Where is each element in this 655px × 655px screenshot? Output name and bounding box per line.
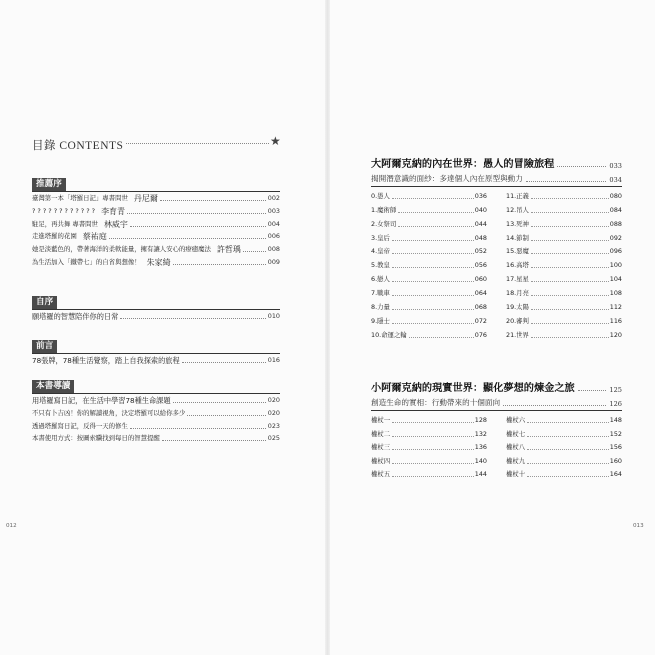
toc-entry[interactable] <box>32 312 280 321</box>
dot-leader <box>531 212 609 213</box>
dot-leader <box>527 449 609 450</box>
card-entry[interactable] <box>371 430 487 439</box>
part-subtitle-page: 126 <box>609 400 622 408</box>
card-entry[interactable] <box>371 261 487 270</box>
card-entry[interactable] <box>506 234 622 243</box>
dot-leader <box>173 402 266 403</box>
toc-entry[interactable] <box>32 422 280 431</box>
dot-leader <box>392 281 474 282</box>
dot-leader <box>392 476 474 477</box>
card-entry[interactable] <box>371 289 487 298</box>
entry-page-number: 008 <box>267 245 280 254</box>
dot-leader <box>392 267 474 268</box>
dot-leader <box>392 449 474 450</box>
card-entry[interactable] <box>371 303 487 312</box>
dot-leader <box>187 415 265 416</box>
entry-author: 李育青 <box>101 206 126 216</box>
card-name: 1.魔術師 <box>371 205 397 214</box>
toc-entry[interactable] <box>32 194 280 203</box>
part-title-page: 125 <box>609 386 622 394</box>
card-entry[interactable] <box>506 192 622 201</box>
card-page-number: 040 <box>474 205 487 214</box>
card-entry[interactable] <box>506 317 622 326</box>
card-page-number: 044 <box>474 219 487 228</box>
dot-leader <box>392 198 474 199</box>
page-number-right: 013 <box>633 523 644 529</box>
card-page-number: 052 <box>474 247 487 256</box>
dot-leader <box>409 337 474 338</box>
card-entry[interactable] <box>371 220 487 229</box>
card-page-number: 084 <box>609 205 622 214</box>
card-entry[interactable] <box>506 457 622 466</box>
card-name: 權杖二 <box>371 429 391 438</box>
card-entry[interactable] <box>506 331 622 340</box>
card-name: 4.皇帝 <box>371 247 390 256</box>
dot-leader <box>392 323 474 324</box>
toc-title: 目錄 CONTENTS <box>32 140 124 152</box>
card-entry[interactable] <box>371 331 487 340</box>
card-entry[interactable] <box>371 247 487 256</box>
card-entry[interactable] <box>506 416 622 425</box>
entry-title: ? ? ? ? ? ? ? ? ? ? ? ? <box>32 206 96 215</box>
toc-entry[interactable] <box>32 258 280 267</box>
entry-title: 透過塔羅寫日記，反得一天的修生 <box>32 421 128 430</box>
section-heading: 前言 <box>32 340 57 353</box>
card-page-number: 036 <box>474 192 487 200</box>
card-name: 14.節制 <box>506 233 529 242</box>
card-name: 5.教皇 <box>371 261 390 270</box>
part-subtitle-page: 034 <box>609 176 622 184</box>
toc-entry[interactable] <box>32 207 280 216</box>
card-name: 20.審判 <box>506 316 529 325</box>
section-rule <box>32 393 280 394</box>
page-number-left: 012 <box>6 523 17 529</box>
dot-leader <box>392 295 474 296</box>
toc-entry[interactable] <box>32 356 280 365</box>
entry-page-number: 020 <box>267 396 280 404</box>
part-rule <box>371 410 622 411</box>
entry-author: 蔡祐庭 <box>82 232 107 242</box>
dot-leader <box>531 253 609 254</box>
card-name: 17.星星 <box>506 275 529 284</box>
dot-leader <box>557 166 606 167</box>
card-name: 21.世界 <box>506 330 529 339</box>
dot-leader <box>127 213 266 214</box>
card-entry[interactable] <box>506 303 622 312</box>
entry-title: 願塔羅的智慧陪伴你的日常 <box>32 312 119 321</box>
card-entry[interactable] <box>371 317 487 326</box>
dot-leader <box>120 318 266 319</box>
part-title-text: 小阿爾克納的現實世界：顯化夢想的煉金之旅 <box>371 382 575 394</box>
card-entry[interactable] <box>506 275 622 284</box>
entry-title: 她是淡藍色的，帶著海洋的柔軟能量，擁有讓人安心的療癒魔法 <box>32 245 211 254</box>
entry-page-number: 025 <box>267 434 280 443</box>
card-name: 權杖九 <box>506 456 526 465</box>
card-entry[interactable] <box>506 220 622 229</box>
dot-leader <box>130 428 266 429</box>
part-rule <box>371 186 622 187</box>
card-name: 權杖三 <box>371 443 391 452</box>
dot-leader <box>526 181 607 182</box>
card-name: 權杖七 <box>506 429 526 438</box>
card-page-number: 096 <box>609 247 622 256</box>
card-name: 權杖八 <box>506 443 526 452</box>
entry-title: 駐足，再共舞 專書問世 <box>32 219 98 228</box>
toc-entry[interactable] <box>32 396 280 405</box>
entry-page-number: 009 <box>267 258 280 266</box>
part-title-text: 大阿爾克納的內在世界：愚人的冒險旅程 <box>371 158 555 170</box>
dot-leader <box>392 436 474 437</box>
dot-leader <box>531 337 609 338</box>
card-page-number: 048 <box>474 233 487 242</box>
card-entry[interactable] <box>506 289 622 298</box>
dot-leader <box>130 226 266 227</box>
toc-entry[interactable] <box>32 409 280 418</box>
part-subtitle-text: 創造生命的實相：行動帶來的十個面向 <box>371 398 501 407</box>
card-page-number: 136 <box>474 443 487 452</box>
card-entry[interactable] <box>506 443 622 452</box>
card-page-number: 164 <box>609 470 622 479</box>
entry-page-number: 002 <box>267 194 280 202</box>
card-page-number: 148 <box>609 416 622 424</box>
card-page-number: 152 <box>609 429 622 438</box>
section-heading: 自序 <box>32 296 57 309</box>
card-entry[interactable] <box>371 457 487 466</box>
dot-leader <box>531 281 609 282</box>
card-name: 權杖五 <box>371 470 391 479</box>
entry-title: 臺灣第一本「塔羅日記」專書問世 <box>32 194 128 202</box>
card-page-number: 100 <box>609 261 622 270</box>
dot-leader <box>531 240 609 241</box>
card-page-number: 064 <box>474 288 487 297</box>
left-page <box>0 0 327 655</box>
entry-author: 許哲瑀 <box>216 245 241 255</box>
card-name: 9.隱士 <box>371 316 390 325</box>
card-entry[interactable] <box>506 470 622 479</box>
card-page-number: 140 <box>474 456 487 465</box>
dot-leader <box>243 251 266 252</box>
entry-page-number: 006 <box>267 232 280 241</box>
dot-leader <box>578 390 607 391</box>
card-name: 權杖四 <box>371 456 391 465</box>
toc-entry[interactable] <box>32 245 280 254</box>
entry-page-number: 016 <box>267 356 280 364</box>
entry-page-number: 020 <box>267 408 280 417</box>
dot-leader <box>527 436 609 437</box>
dot-leader <box>392 253 474 254</box>
card-name: 16.高塔 <box>506 261 529 270</box>
dot-leader <box>160 200 266 201</box>
toc-entry[interactable] <box>32 220 280 229</box>
card-name: 8.力量 <box>371 302 390 311</box>
card-entry[interactable] <box>506 206 622 215</box>
card-entry[interactable] <box>371 206 487 215</box>
card-entry[interactable] <box>371 416 487 425</box>
section-heading: 推薦序 <box>32 178 66 191</box>
card-page-number: 072 <box>474 316 487 325</box>
dot-leader <box>531 295 609 296</box>
card-name: 18.月亮 <box>506 288 529 297</box>
card-name: 7.戰車 <box>371 288 390 297</box>
dot-leader <box>503 405 606 406</box>
part-subtitle-text: 揭開潛意識的面紗：多達個人內在原型與動力 <box>371 174 523 183</box>
dot-leader <box>531 309 609 310</box>
dot-leader <box>182 362 266 363</box>
card-page-number: 056 <box>474 261 487 270</box>
card-page-number: 068 <box>474 302 487 311</box>
card-name: 權杖十 <box>506 470 526 479</box>
card-name: 權杖六 <box>506 416 526 424</box>
card-name: 3.皇后 <box>371 233 390 242</box>
card-entry[interactable] <box>371 192 487 201</box>
entry-title: 用塔羅寫日記，在生活中學習78種生命課題 <box>32 396 171 405</box>
card-page-number: 116 <box>609 316 622 325</box>
part-title-page: 033 <box>609 162 622 170</box>
card-name: 11.正義 <box>506 192 529 200</box>
dot-leader <box>162 440 266 441</box>
toc-entry[interactable] <box>32 434 280 443</box>
card-page-number: 092 <box>609 233 622 242</box>
card-page-number: 156 <box>609 443 622 452</box>
card-name: 15.惡魔 <box>506 247 529 256</box>
card-entry[interactable] <box>371 234 487 243</box>
card-entry[interactable] <box>371 275 487 284</box>
entry-title: 78張牌，78種生活覺察，踏上自我探索的旅程 <box>32 356 180 365</box>
card-page-number: 088 <box>609 219 622 228</box>
card-name: 0.愚人 <box>371 192 390 200</box>
toc-title-rule <box>126 143 269 144</box>
entry-title: 走進塔羅的花園 <box>32 232 77 241</box>
dot-leader <box>531 198 609 199</box>
entry-page-number: 010 <box>267 312 280 320</box>
book-gutter <box>325 0 330 655</box>
card-entry[interactable] <box>506 430 622 439</box>
card-page-number: 144 <box>474 470 487 479</box>
dot-leader <box>392 463 474 464</box>
part-subtitle[interactable] <box>371 173 622 184</box>
section-rule <box>32 191 280 192</box>
card-page-number: 120 <box>609 330 622 339</box>
card-name: 12.吊人 <box>506 205 529 214</box>
card-page-number: 080 <box>609 192 622 200</box>
section-heading: 本書導讀 <box>32 380 74 393</box>
dot-leader <box>392 309 474 310</box>
star-icon: ★ <box>270 134 281 148</box>
card-page-number: 104 <box>609 275 622 284</box>
dot-leader <box>531 323 609 324</box>
card-name: 10.命運之輪 <box>371 330 407 339</box>
card-page-number: 060 <box>474 275 487 284</box>
card-name: 6.戀人 <box>371 275 390 284</box>
dot-leader <box>527 476 609 477</box>
dot-leader <box>527 463 609 464</box>
dot-leader <box>527 422 609 423</box>
section-rule <box>32 309 280 310</box>
part-title[interactable] <box>371 379 622 394</box>
card-name: 權杖一 <box>371 416 391 424</box>
card-page-number: 160 <box>609 456 622 465</box>
card-page-number: 112 <box>609 302 622 311</box>
dot-leader <box>392 422 474 423</box>
card-name: 19.太陽 <box>506 302 529 311</box>
card-page-number: 132 <box>474 429 487 438</box>
dot-leader <box>392 240 474 241</box>
card-page-number: 108 <box>609 288 622 297</box>
card-entry[interactable] <box>371 443 487 452</box>
section-rule <box>32 353 280 354</box>
entry-author: 朱家綺 <box>146 258 171 267</box>
entry-page-number: 004 <box>267 219 280 228</box>
entry-page-number: 023 <box>267 421 280 430</box>
dot-leader <box>531 226 609 227</box>
dot-leader <box>109 238 266 239</box>
card-name: 2.女祭司 <box>371 219 397 228</box>
entry-author: 林威宇 <box>103 219 128 229</box>
dot-leader <box>398 212 474 213</box>
card-entry[interactable] <box>506 247 622 256</box>
card-name: 13.死神 <box>506 219 529 228</box>
toc-entry[interactable] <box>32 232 280 241</box>
card-entry[interactable] <box>506 261 622 270</box>
card-entry[interactable] <box>371 470 487 479</box>
card-page-number: 128 <box>474 416 487 424</box>
right-page <box>327 0 655 655</box>
dot-leader <box>173 264 266 265</box>
entry-title: 本書使用方式：按圖索驥找到每日的智慧提醒 <box>32 434 160 443</box>
dot-leader <box>531 267 609 268</box>
entry-page-number: 003 <box>267 206 280 215</box>
dot-leader <box>398 226 474 227</box>
entry-title: 不只有卜吉凶！你的解讀視角，決定塔羅可以給你多少 <box>32 408 186 417</box>
entry-author: 丹尼爾 <box>133 194 158 203</box>
entry-title: 為生活加入「鐵帶七」的自省與想像！ <box>32 258 141 266</box>
part-subtitle[interactable] <box>371 397 622 408</box>
part-title[interactable] <box>371 155 622 170</box>
card-page-number: 076 <box>474 330 487 339</box>
